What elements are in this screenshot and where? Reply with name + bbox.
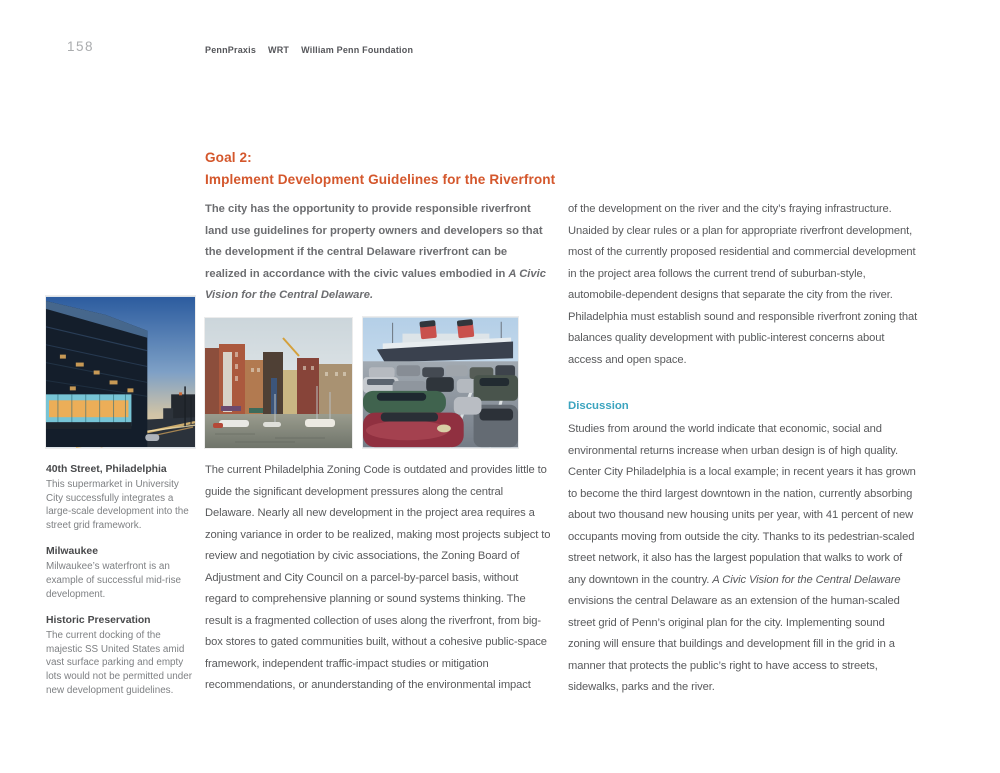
- discussion-text-a: Studies from around the world indicate that economic, social and environmental returns increase when urban design is of high quality. Center City Philadelphia is a local example; in recent years it has grown to become the third largest downtown in the nation, currently absorbing about two thousand new housing units per year, with 41 percent of new occupants moving from outside the city. Thanks to its pedestrian-scaled street network, it also has the largest population that walks to work of any downtown in the country.: [568, 423, 916, 586]
- milwaukee-riverfront-illustration: [205, 318, 352, 448]
- caption-body: This supermarket in University City successfully integrates a large-scale development into the street grid framework.: [46, 479, 189, 531]
- dusk-glass-building-illustration: [46, 296, 195, 448]
- caption-40th-street: [46, 463, 198, 532]
- middle-column-paragraph: The current Philadelphia Zoning Code is outdated and provides little to guide the significant development pressures along the central Delaware. Nearly all new development in the project area requires a zoning variance in order to be realized, making most projects subject to review and negotiation by civic associations, the Zoning Board of Adjustment and City Council on a parcel-by-parcel basis, without regard to comprehensive planning or sound systems thinking. The result is a fragmented collection of uses along the riverfront, from big-box stores to gated communities built, without a cohesive public-space framework, independent traffic-impact studies or mitigation recommendations, or anunderstanding of the environmental impact: [205, 464, 551, 691]
- goal-heading: [205, 147, 605, 191]
- photo-captions: [46, 463, 198, 710]
- caption-title: Milwaukee: [46, 546, 98, 558]
- intro-paragraph: [205, 199, 549, 307]
- brand-wrt: WRT: [268, 45, 290, 55]
- ss-united-states-parking-lot-photo: [363, 317, 518, 448]
- discussion-heading: Discussion: [568, 400, 629, 412]
- caption-historic-preservation: [46, 614, 198, 697]
- intro-civic-vision-title: A Civic Vision for the Central Delaware.: [205, 267, 546, 301]
- brand-william-penn-foundation: William Penn Foundation: [301, 45, 414, 55]
- running-header: [205, 45, 413, 55]
- caption-milwaukee: [46, 545, 198, 601]
- brand-pennpraxis: PennPraxis: [205, 45, 257, 55]
- goal-title: Implement Development Guidelines for the Riverfront: [205, 172, 556, 187]
- discussion-section: [568, 395, 920, 699]
- caption-title: 40th Street, Philadelphia: [46, 464, 167, 475]
- milwaukee-riverfront-photo: [205, 318, 352, 448]
- intro-lead: The city has the opportunity to provide responsible riverfront land use guidelines for property owners and developers so that the development if the central Delaware riverfront can be realized in accordance with the civic values embodied in: [205, 203, 543, 280]
- goal-kicker: Goal 2:: [205, 150, 252, 165]
- discussion-civic-vision-title: A Civic Vision for the Central Delaware: [712, 573, 901, 586]
- right-column-paragraph: of the development on the river and the city’s fraying infrastructure. Unaided by clear rules or a plan for appropriate riverfront development, most of the currently proposed residential and commercial development in the project area follows the current trend of suburban-style, automobile-dependent designs that separate the city from the river. Philadelphia must establish sound and responsible riverfront zoning that balances quality development with public-interest concerns about access and open space.: [568, 203, 918, 366]
- dusk-glass-building-photo: [46, 296, 195, 448]
- discussion-text-c: envisions the central Delaware as an extension of the human-scaled street grid of Penn’s original plan for the city. Implementing sound zoning will ensure that buildings and development fill in the grid in a manner that protects the public’s right to have access to streets, sidewalks, parks and the river.: [568, 595, 900, 693]
- page-number: 158: [67, 39, 95, 54]
- caption-title: Historic Preservation: [46, 615, 151, 627]
- caption-body: Milwaukee’s waterfront is an example of successful mid-rise development.: [46, 561, 182, 600]
- ss-united-states-illustration: [363, 317, 518, 448]
- discussion-paragraph: [568, 419, 920, 699]
- caption-body: The current docking of the majestic SS United States amid vast surface parking and empty lots would not be permitted under new development guidelines.: [46, 630, 193, 696]
